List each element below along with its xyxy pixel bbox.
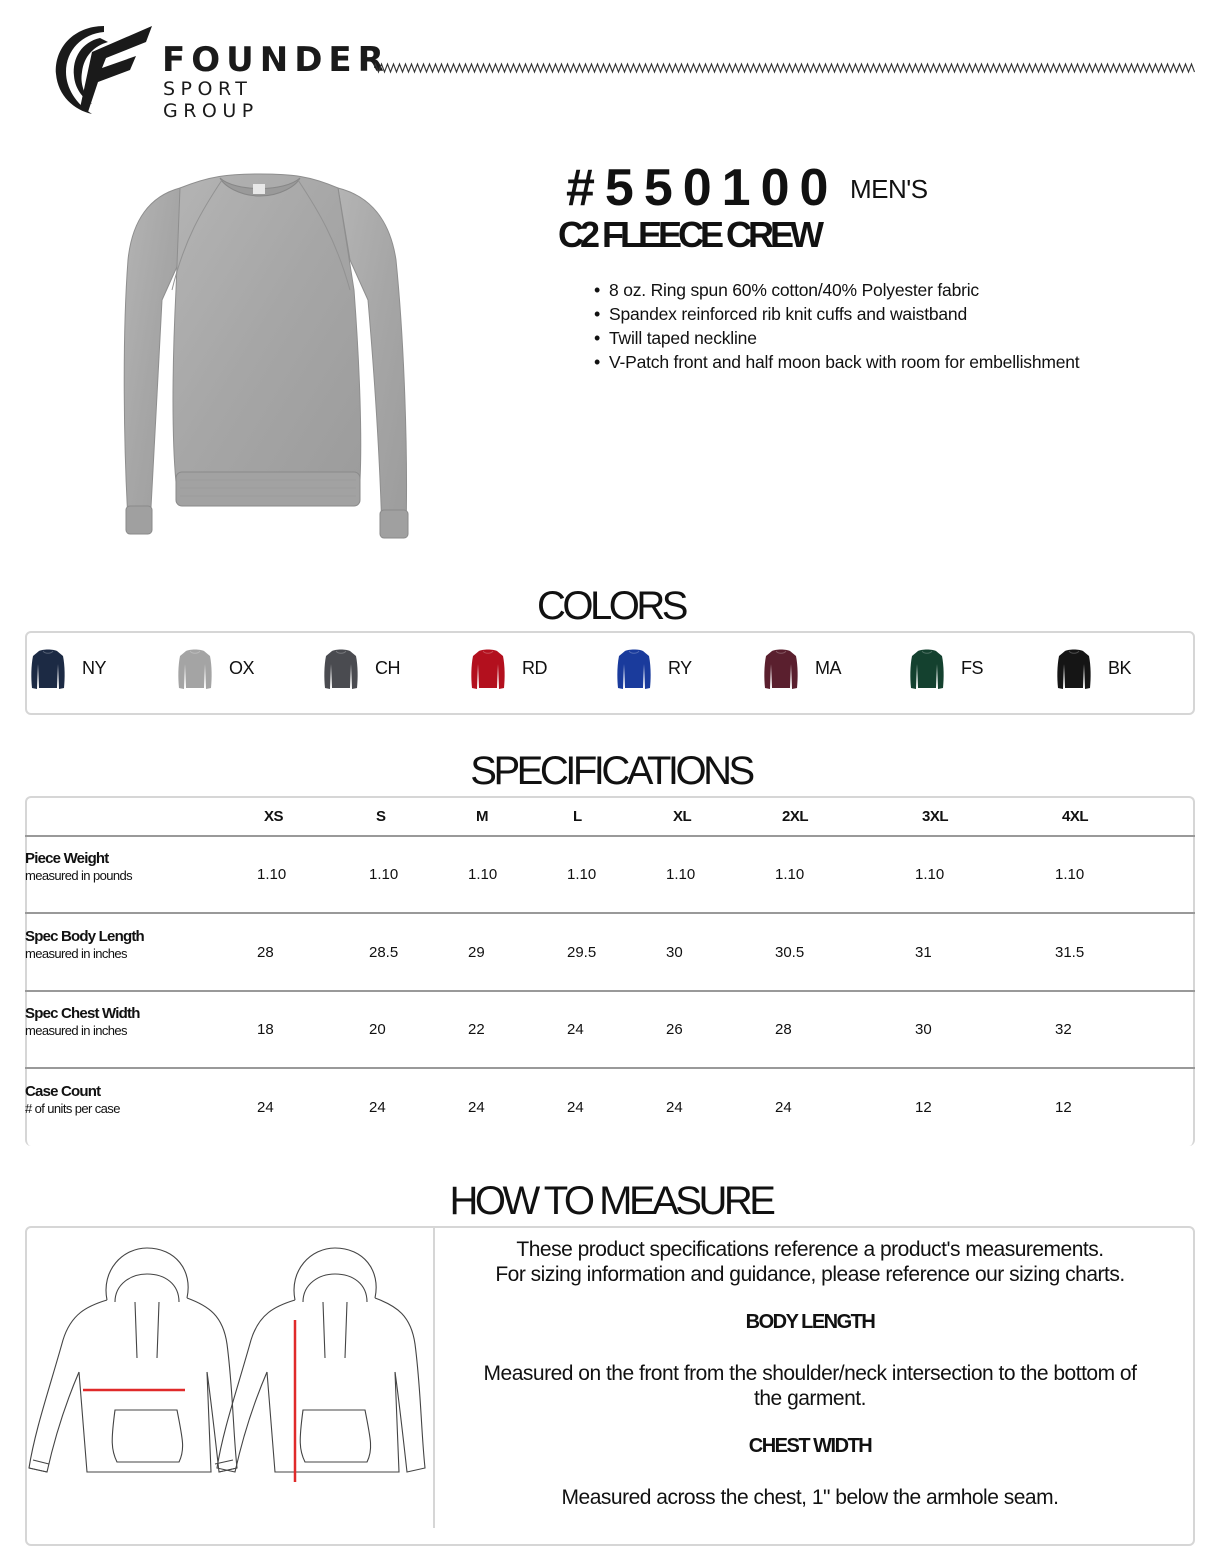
- sweatshirt-icon: [1056, 648, 1092, 692]
- spec-cell: 30: [915, 1021, 932, 1038]
- size-header: M: [476, 808, 488, 825]
- table-divider: [25, 835, 1195, 837]
- decorative-stitch-line: [374, 60, 1198, 76]
- measure-diagram: [27, 1240, 431, 1502]
- spec-cell: 24: [468, 1099, 485, 1116]
- sweatshirt-icon: [323, 648, 359, 692]
- spec-cell: 1.10: [915, 866, 945, 883]
- size-header: 2XL: [782, 808, 809, 825]
- spec-cell: 1.10: [369, 866, 399, 883]
- size-header: S: [376, 808, 386, 825]
- brand-logo: [52, 22, 390, 122]
- spec-cell: 18: [257, 1021, 274, 1038]
- spec-row-title: Piece Weight: [25, 850, 109, 867]
- spec-cell: 24: [567, 1021, 584, 1038]
- table-divider: [25, 990, 1195, 992]
- spec-cell: 30.5: [775, 944, 805, 961]
- spec-row-title: Case Count: [25, 1083, 101, 1100]
- spec-cell: 1.10: [257, 866, 287, 883]
- spec-cell: 24: [257, 1099, 274, 1116]
- gender-label: MEN'S: [850, 174, 928, 204]
- sweatshirt-icon: [177, 648, 213, 692]
- product-name: C2 FLEECE CREW: [558, 214, 821, 255]
- spec-cell: 24: [369, 1099, 386, 1116]
- table-divider: [25, 1067, 1195, 1069]
- spec-row-label: [25, 928, 144, 961]
- spec-cell: 29: [468, 944, 485, 961]
- spec-cell: 12: [1055, 1099, 1072, 1116]
- spec-row-label: [25, 850, 132, 883]
- spec-cell: 1.10: [567, 866, 597, 883]
- colors-title: COLORS: [537, 584, 685, 628]
- panel-divider: [433, 1228, 435, 1528]
- style-number: #550100: [566, 159, 839, 217]
- spec-cell: 20: [369, 1021, 386, 1038]
- size-header: XS: [264, 808, 284, 825]
- spec-row-title: Spec Body Length: [25, 928, 144, 945]
- brand-subtitle: SPORT GROUP: [163, 78, 259, 122]
- spec-cell: 28.5: [369, 944, 399, 961]
- feature-item: • Spandex reinforced rib knit cuffs and waistband: [592, 302, 1079, 326]
- spec-row-subtitle: measured in pounds: [25, 868, 132, 883]
- spec-cell: 24: [775, 1099, 792, 1116]
- brand-name: FOUNDER: [162, 40, 390, 80]
- spec-cell: 1.10: [775, 866, 805, 883]
- color-code: RD: [522, 658, 547, 678]
- spec-cell: 30: [666, 944, 683, 961]
- spec-cell: 24: [567, 1099, 584, 1116]
- size-header: XL: [673, 808, 692, 825]
- chest-width-text: Measured across the chest, 1" below the armhole seam.: [561, 1486, 1059, 1509]
- spec-cell: 32: [1055, 1021, 1072, 1038]
- color-code: BK: [1108, 658, 1132, 678]
- spec-row-label: [25, 1083, 120, 1116]
- how-to-measure-title: HOW TO MEASURE: [449, 1179, 773, 1223]
- measure-intro-line2: For sizing information and guidance, please reference our sizing charts.: [495, 1263, 1125, 1286]
- sweatshirt-icon: [470, 648, 506, 692]
- body-length-text-line2: the garment.: [754, 1387, 866, 1410]
- spec-cell: 1.10: [666, 866, 696, 883]
- spec-row-subtitle: measured in inches: [25, 946, 127, 961]
- spec-cell: 31: [915, 944, 932, 961]
- spec-row-label: [25, 1005, 140, 1038]
- product-image: [110, 170, 420, 547]
- spec-row-title: Spec Chest Width: [25, 1005, 140, 1022]
- specifications-title: SPECIFICATIONS: [470, 749, 752, 793]
- color-code: MA: [815, 658, 841, 678]
- feature-item: • Twill taped neckline: [592, 326, 1079, 350]
- color-code: NY: [82, 658, 107, 678]
- feature-item: • V-Patch front and half moon back with room for embellishment: [592, 350, 1079, 374]
- spec-cell: 1.10: [468, 866, 498, 883]
- spec-cell: 22: [468, 1021, 485, 1038]
- spec-row-subtitle: # of units per case: [25, 1101, 120, 1116]
- color-code: RY: [668, 658, 692, 678]
- body-length-heading: BODY LENGTH: [745, 1311, 875, 1333]
- spec-cell: 24: [666, 1099, 683, 1116]
- spec-row-subtitle: measured in inches: [25, 1023, 127, 1038]
- spec-cell: 28: [775, 1021, 792, 1038]
- spec-cell: 1.10: [1055, 866, 1085, 883]
- sweatshirt-icon: [616, 648, 652, 692]
- spec-cell: 31.5: [1055, 944, 1085, 961]
- spec-cell: 26: [666, 1021, 683, 1038]
- color-code: CH: [375, 658, 400, 678]
- color-code: FS: [961, 658, 984, 678]
- spec-cell: 12: [915, 1099, 932, 1116]
- size-header: L: [573, 808, 582, 825]
- founder-logo-icon: [52, 22, 156, 116]
- spec-cell: 28: [257, 944, 274, 961]
- feature-list: [592, 278, 1079, 374]
- table-divider: [25, 912, 1195, 914]
- sweatshirt-icon: [763, 648, 799, 692]
- size-header: 3XL: [922, 808, 949, 825]
- sweatshirt-icon: [30, 648, 66, 692]
- specifications-table: [25, 796, 1195, 1146]
- size-header: 4XL: [1062, 808, 1089, 825]
- color-code: OX: [229, 658, 255, 678]
- body-length-text-line1: Measured on the front from the shoulder/neck intersection to the bottom of: [483, 1362, 1137, 1385]
- sweatshirt-icon: [909, 648, 945, 692]
- feature-item: • 8 oz. Ring spun 60% cotton/40% Polyester fabric: [592, 278, 1079, 302]
- measure-intro-line1: These product specifications reference a product's measurements.: [516, 1238, 1104, 1261]
- chest-width-heading: CHEST WIDTH: [748, 1435, 872, 1457]
- spec-cell: 29.5: [567, 944, 597, 961]
